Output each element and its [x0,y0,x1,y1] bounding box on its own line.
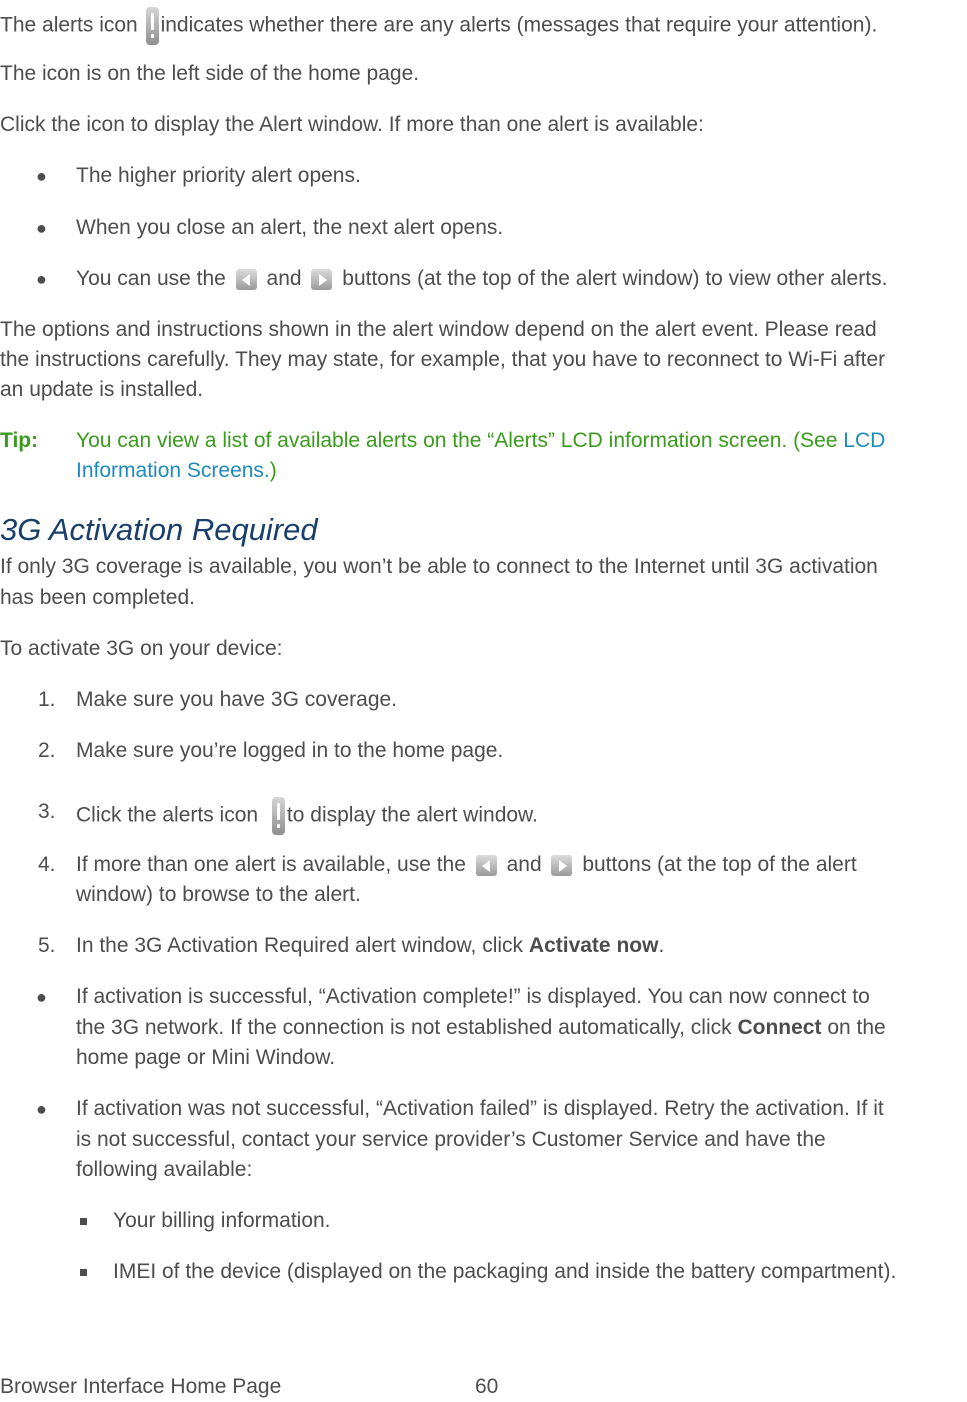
tip-close-paren: ) [269,459,277,482]
tip-line-2 [76,456,277,486]
previous-alert-icon [476,855,497,876]
previous-alert-icon [236,269,257,290]
intro-text: indicates whether there are any alerts (messages that require your attention). [160,13,878,37]
success-line-1: If activation is successful, “Activation complete!” is displayed. You can now connect to [76,985,870,1008]
intro-paragraph-3: Click the icon to display the Alert window. If more than one alert is available: [0,113,704,136]
step-text: In the 3G Activation Required alert window, click [76,934,524,957]
bullet-text: You can use the [76,267,226,290]
fail-line-3: following available: [76,1158,253,1181]
options-paragraph-line-3: an update is installed. [0,378,204,401]
bullet-item: When you close an alert, the next alert opens. [76,216,504,239]
square-bullet-marker [80,1269,87,1276]
bullet-marker: ● [36,1099,47,1119]
intro-text: The alerts icon [0,13,138,37]
bullet-marker: ● [36,269,47,289]
bullet-marker: ● [36,218,47,238]
step-number: 3. [38,800,56,823]
step-3 [76,797,538,835]
step-text: to display the alert window. [286,803,538,827]
step-text: and [506,853,542,876]
footer-title: Browser Interface Home Page [0,1375,282,1398]
step-1: Make sure you have 3G coverage. [76,688,398,711]
step-number: 4. [38,853,56,876]
intro-paragraph-1 [0,7,877,45]
section-paragraph-line-2: has been completed. [0,586,195,609]
success-text: the 3G network. If the connection is not established automatically, click [76,1016,732,1039]
tip-text: You can view a list of available alerts on the “Alerts” LCD information screen. (See [76,429,838,452]
fail-line-1: If activation was not successful, “Activation failed” is displayed. Retry the activation. If it [76,1097,884,1120]
square-bullet-marker [80,1218,87,1225]
tip-line-1 [76,426,885,456]
tip-label: Tip: [0,429,39,452]
fail-line-2: is not successful, contact your service provider’s Customer Service and have the [76,1128,826,1151]
step-text: . [658,934,665,957]
step-4-line-1 [76,850,857,880]
sub-item-billing: Your billing information. [113,1209,331,1232]
step-text: buttons (at the top of the alert [582,853,857,876]
success-text: on the [827,1016,886,1039]
next-alert-icon [311,269,332,290]
step-text: Click the alerts icon [76,803,259,827]
options-paragraph-line-1: The options and instructions shown in the alert window depend on the alert event. Please read [0,318,877,341]
sub-item-imei: IMEI of the device (displayed on the packaging and inside the battery compartment). [113,1260,897,1283]
step-5 [76,931,664,961]
step-text: If more than one alert is available, use the [76,853,466,876]
bullet-item: The higher priority alert opens. [76,164,361,187]
options-paragraph-line-2: the instructions carefully. They may state, for example, that you have to reconnect to Wi-Fi after [0,348,886,371]
lcd-information-screens-link[interactable]: Information Screens. [76,459,270,482]
activate-intro: To activate 3G on your device: [0,637,283,660]
success-line-3: home page or Mini Window. [76,1046,336,1069]
intro-paragraph-2: The icon is on the left side of the home page. [0,62,420,85]
activate-now-label: Activate now [528,934,659,957]
next-alert-icon [551,855,572,876]
success-line-2 [76,1013,886,1043]
bullet-marker: ● [36,166,47,186]
bullet-item-nav-buttons [76,264,887,294]
bullet-text: buttons (at the top of the alert window) to view other alerts. [342,267,888,290]
step-4-line-2: window) to browse to the alert. [76,883,361,906]
step-number: 1. [38,688,56,711]
section-heading: 3G Activation Required [0,512,318,547]
bullet-marker: ● [36,987,47,1007]
step-number: 5. [38,934,56,957]
step-number: 2. [38,739,56,762]
lcd-information-screens-link[interactable]: LCD [843,429,886,452]
section-paragraph-line-1: If only 3G coverage is available, you won’t be able to connect to the Internet until 3G activation [0,555,878,578]
connect-label: Connect [737,1016,822,1039]
step-2: Make sure you’re logged in to the home page. [76,739,504,762]
alerts-icon [146,7,159,45]
page-number: 60 [475,1375,499,1398]
bullet-text: and [266,267,302,290]
alerts-icon [272,797,285,835]
